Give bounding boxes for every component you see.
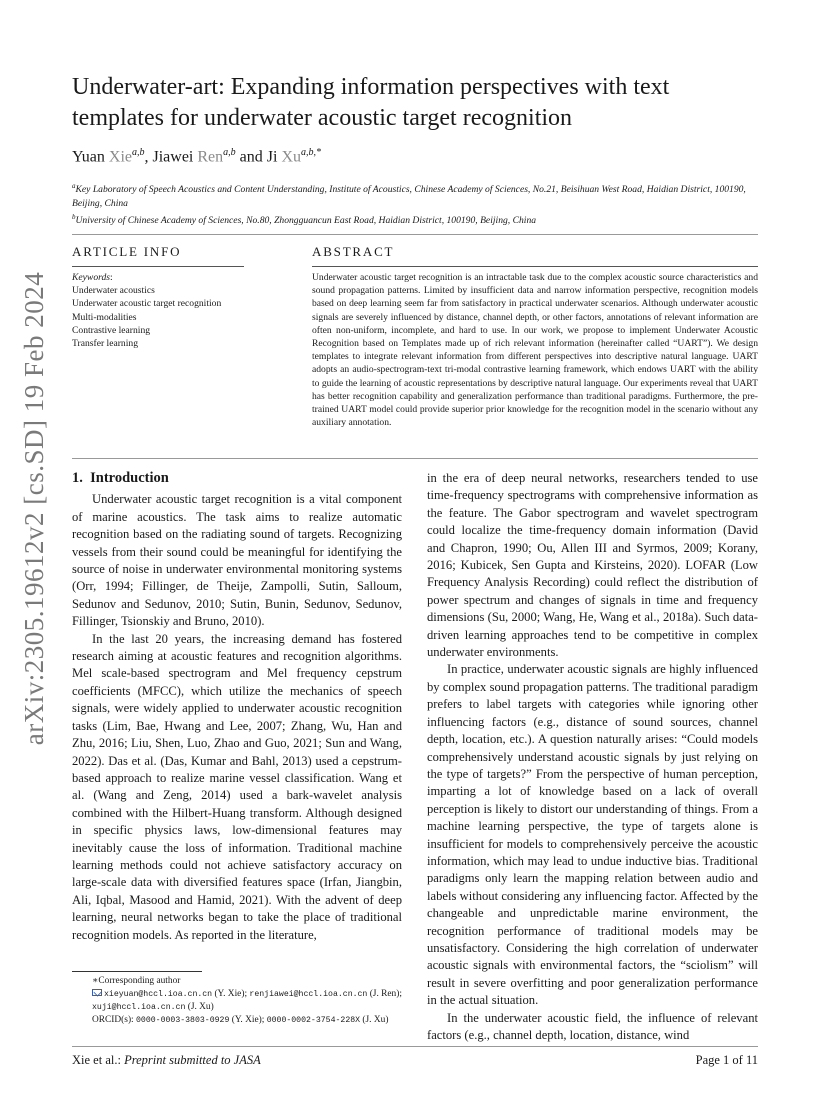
author-last-name[interactable]: Xu — [281, 148, 301, 166]
orcid-link[interactable]: 0000-0002-3754-228X — [266, 1016, 361, 1025]
right-column — [427, 470, 758, 1044]
section-heading: 1. Introduction — [72, 470, 169, 486]
keywords-block: Keywords: Underwater acoustics Underwater acoustic target recognition Multi-modalities Contrastive learning Transfer learning — [72, 271, 244, 350]
footer-divider — [72, 1046, 758, 1047]
orcid-link[interactable]: 0000-0003-3803-0929 — [136, 1016, 230, 1025]
keywords-label: Keywords — [72, 272, 111, 283]
email-line: xieyuan@hccl.ioa.cn.cn (Y. Xie); renjiawei@hccl.ioa.cn.cn (J. Ren); xuji@hccl.ioa.cn.cn (J. Xu) — [92, 989, 402, 1012]
author-last-name[interactable]: Xie — [108, 148, 132, 166]
author-conjunction: and — [239, 148, 263, 166]
article-info-heading: ARTICLE INFO — [72, 244, 182, 259]
abstract-text: Underwater acoustic target recognition is an intractable task due to the complex acoustic source characteristics and sound propagation patterns. Limited by insufficient data and narrow information perspective, recognition models based on deep learning seem far from satisfactory in practical underwater scenarios. Although underwater acoustic signals are severely influenced by distance, channel depth, or other factors, annotations of relevant information are often non-uniform, incomplete, and hard to use. In our work, we propose to implement Underwater Acoustic Recognition based on Templates made up of rich relevant information (hereinafter called “UART”). We design templates to integrate relevant information from different perspectives into descriptive natural language. UART adopts an audio-spectrogram-text tri-modal contrastive learning framework, which endows UART with the ability to guide the learning of acoustic representations by descriptive natural language. Our experiments reveal that UART has better recognition capability and generalization performance than traditional paradigms. Furthermore, the pre-trained UART model could provide superior prior knowledge for the recognition model in the scenario without any auxiliary annotation. — [312, 272, 758, 429]
corresponding-author-note: ∗Corresponding author — [92, 976, 181, 986]
body-paragraph: In the underwater acoustic field, the influence of relevant factors (e.g., channel depth, location, distance, wind — [427, 1010, 758, 1042]
body-paragraph: in the era of deep neural networks, researchers tended to use time-frequency spectrograms with comprehensive information as the feature. The Gabor spectrogram and wavelet spectrogram could localize the time-frequency domain information (David and Chapron, 1990; Ou, Allen III and Syrmos, 2009; Korany, 2016; Kubicek, Sen Gupta and Kirsteins, 2020). LOFAR (Low Frequency Analysis Recording) could reflect the distribution of power spectrum and changes of signals in time and frequency dimensions (Su, 2000; Wang, He, Wang et al., 2018a). Such data-driven learning approaches tend to be competitive in complex underwater environments. — [427, 471, 758, 660]
keyword-item: Underwater acoustics — [72, 285, 155, 297]
abstract-heading: ABSTRACT — [312, 244, 395, 259]
affiliation-item: $^a$Key Laboratory of Speech Acoustics and Content Understanding, Institute of Acoustics, Chinese Academy of Sciences, No.21, Beisihuan West Road, Haidian District, 100190, Beijing, China — [72, 182, 746, 209]
body-paragraph: Underwater acoustic target recognition is a vital component of marine acoustics. The task aims to realize automatic recognition based on the radiating sound of targets. Recognizing vessels from their sound could be meaningful for identifying the source of noise in underwater environmental monitoring systems (Orr, 1994; Fillinger, de Theije, Zampolli, Sutin, Salloum, Sedunov and Sedunov, 2010; Sutin, Bunin, Sedunov, Sedunov, Fillinger, Tsionskiy and Bruno, 2010). — [72, 492, 402, 629]
footnote — [72, 971, 402, 1027]
email-link[interactable]: xieyuan@hccl.ioa.cn.cn — [104, 990, 213, 999]
email-link[interactable]: xuji@hccl.ioa.cn.cn — [92, 1003, 186, 1012]
footer-left: Xie et al.: Preprint submitted to JASA — [72, 1053, 261, 1067]
abstract-bottom-divider — [72, 458, 758, 459]
keyword-item: Contrastive learning — [72, 324, 151, 336]
affiliations — [72, 180, 762, 229]
keyword-item: Multi-modalities — [72, 311, 137, 323]
email-link[interactable]: renjiawei@hccl.ioa.cn.cn — [249, 990, 368, 999]
author-first-name: Ji — [266, 148, 278, 166]
article-info-rule — [72, 266, 244, 267]
arxiv-id-text: arXiv:2305.19612v2 [cs.SD] 19 Feb 2024 — [19, 271, 50, 745]
affiliation-item: $^b$University of Chinese Academy of Sciences, No.80, Zhongguancun East Road, Haidian District, 100190, Beijing, China — [72, 213, 537, 227]
left-column — [72, 470, 402, 944]
keyword-item: Transfer learning — [72, 338, 138, 350]
arxiv-identifier-stamp — [6, 271, 64, 745]
footer-venue: Preprint submitted to JASA — [124, 1053, 261, 1067]
footnote-rule — [72, 971, 202, 972]
orcid-line: ORCID(s): 0000-0003-3803-0929 (Y. Xie); 0000-0002-3754-228X (J. Xu) — [92, 1015, 389, 1025]
author-list: Yuan Xie$^{a,b}$, Jiawei Ren$^{a,b}$ and Ji $Xu^{a,b,*}$ — [72, 147, 321, 166]
body-paragraph: In the last 20 years, the increasing demand has fostered research aiming at acoustic features and recognition algorithms. Mel scale-based spectrogram and Mel frequency cepstrum coefficients (MFCC), which utilize the mechanics of speech signals, were widely applied to underwater acoustic recognition tasks (Lim, Bae, Hwang and Lee, 2007; Zhang, Wu, Han and Zhu, 2016; Liu, Shen, Luo, Zhao and Guo, 2021; Sun and Wang, 2022). Das et al. (Das, Kumar and Bahl, 2013) used a cepstrum-based approach to realize marine vessel classification. Wang et al. (Wang and Zeng, 2014) used a bark-wavelet analysis combined with the Hilbert-Huang transform. Although designed in specific physics laws, low-dimensional features may inevitably cause the loss of information. Traditional machine learning methods could not achieve satisfactory accuracy on large-scale data with diversified features space (Irfan, Jiangbin, Ali, Iqbal, Masood and Hamid, 2021). With the advent of deep learning, neural networks began to take the place of traditional recognition models. As reported in the literature, — [72, 631, 402, 942]
keyword-item: Underwater acoustic target recognition — [72, 298, 222, 310]
author-first-name: Yuan — [72, 148, 105, 166]
page-footer — [72, 1053, 758, 1068]
page-number: Page 1 of 11 — [695, 1053, 758, 1067]
author-affil-mark: a,b,* — [301, 147, 321, 158]
body-paragraph: In practice, underwater acoustic signals are highly influenced by complex sound propagation patterns. The traditional paradigm prefers to label targets with categories while ignoring other influencing factors (e.g., distance of sound sources, channel depth, location, etc.). A question naturally arises: “Could models comprehensively understand acoustic signals by just relying on the type of targets?” From the perspective of human perception, imparting a lot of knowledge based on a lack of overall perception is likely to distort our understanding of things. From a machine learning perspective, the type of targets alone is insufficient for models to comprehensively perceive the acoustic information, which may lead to undue inductive bias. Traditional paradigms only learn the mapping relation between audio and labels without considering any influencing factor. Affected by the changeable and unpredictable marine environment, the recognition performance of traditional models may be unsatisfactory. Considering the high correlation of underwater acoustic signals with environmental factors, the “sciolism” will result in severe overfitting and poor generalization performance in the actual situation. — [427, 662, 758, 1008]
author-last-name[interactable]: Ren — [197, 148, 224, 166]
header-divider — [72, 234, 758, 235]
author-affil-mark: a,b — [223, 147, 236, 158]
paper-title: Underwater-art: Expanding information perspectives with text templates for underwater acoustic target recognition — [72, 74, 670, 131]
author-first-name: Jiawei — [152, 148, 194, 166]
email-icon — [92, 989, 102, 996]
abstract-rule — [312, 266, 758, 267]
author-affil-mark: a,b — [132, 147, 145, 158]
orcid-label: ORCID(s): — [92, 1015, 134, 1025]
